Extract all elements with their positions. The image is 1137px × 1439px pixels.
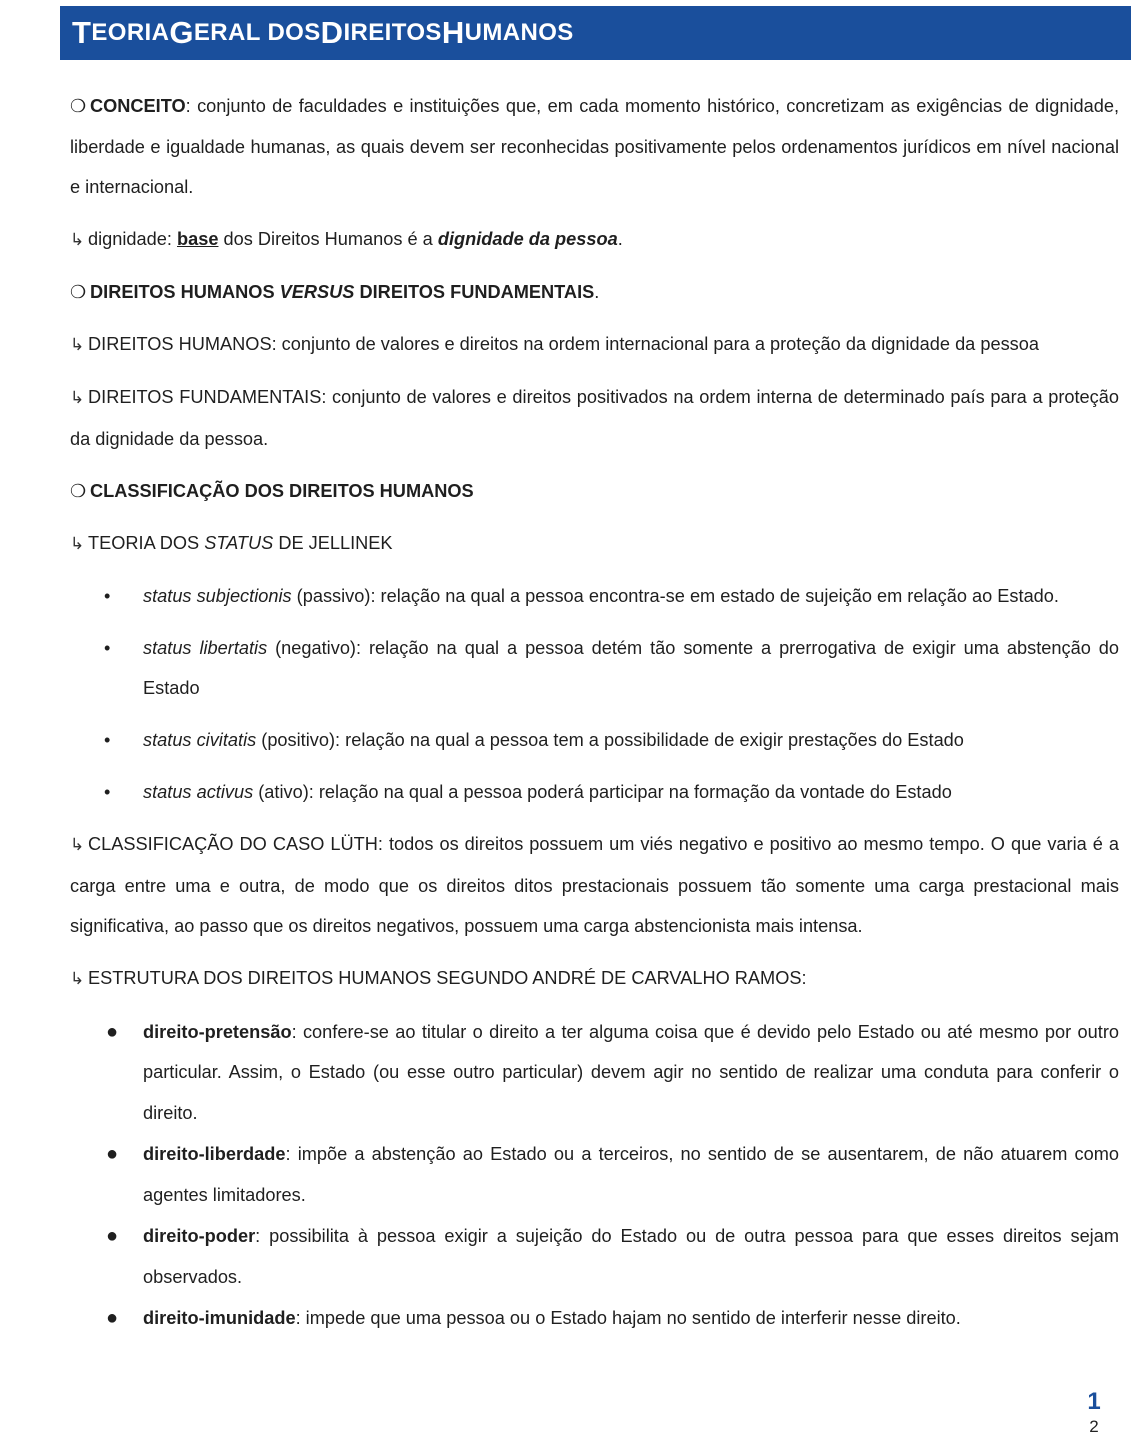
page-number — [1079, 1388, 1109, 1438]
conceito-paragraph: ❍ CONCEITO: conjunto de faculdades e instituições que, em cada momento histórico, concretizam as exigências de dignidade, liberdade e igualdade humanas, as quais devem ser reconhecidas positivamente pelos ordenamentos jurídicos em nível nacional e internacional. — [70, 86, 1119, 208]
classificacao-heading: ❍ CLASSIFICAÇÃO DOS DIREITOS HUMANOS — [70, 471, 1119, 512]
versus-heading: ❍ DIREITOS HUMANOS VERSUS DIREITOS FUNDAMENTAIS. — [70, 272, 1119, 313]
dignidade-paragraph: ↳ dignidade: base dos Direitos Humanos é a dignidade da pessoa. — [70, 219, 1119, 261]
jellinek-list — [70, 576, 1119, 813]
bullet-icon: ● — [106, 1307, 119, 1329]
direitos-humanos-paragraph: ↳ DIREITOS HUMANOS: conjunto de valores e direitos na ordem internacional para a proteção da dignidade da pessoa — [70, 324, 1119, 366]
hand-arrow-icon: ↳ — [70, 533, 85, 553]
bullet-icon: • — [104, 730, 111, 750]
estrutura-heading: ↳ ESTRUTURA DOS DIREITOS HUMANOS SEGUNDO ANDRÉ DE CARVALHO RAMOS: — [70, 958, 1119, 1000]
bullet-icon: ● — [106, 1225, 119, 1247]
total-pages: 2 — [1089, 1417, 1099, 1436]
list-item: • status activus (ativo): relação na qual a pessoa poderá participar na formação da vontade do Estado — [70, 772, 1119, 813]
list-item: ● direito-imunidade: impede que uma pessoa ou o Estado hajam no sentido de interferir nesse direito. — [70, 1298, 1119, 1339]
current-page: 1 — [1087, 1388, 1101, 1415]
bullet-icon: ● — [106, 1143, 119, 1165]
luth-paragraph: ↳ CLASSIFICAÇÃO DO CASO LÜTH: todos os direitos possuem um viés negativo e positivo ao mesmo tempo. O que varia é a carga entre uma e outra, de modo que os direitos ditos prestacionais possuem tão somente uma carga prestacional mais significativa, ao passo que os direitos negativos, possuem uma carga abstencionista mais intensa. — [70, 824, 1119, 947]
circle-bullet-icon: ❍ — [70, 96, 87, 116]
circle-bullet-icon: ❍ — [70, 480, 87, 501]
list-item: • status libertatis (negativo): relação na qual a pessoa detém tão somente a prerrogativa de exigir uma abstenção do Estado — [70, 628, 1119, 709]
bullet-icon: • — [104, 585, 111, 606]
jellinek-heading: ↳ TEORIA DOS STATUS DE JELLINEK — [70, 523, 1119, 565]
direitos-fundamentais-paragraph: ↳ DIREITOS FUNDAMENTAIS: conjunto de valores e direitos positivados na ordem interna de determinado país para a proteção da dignidade da pessoa. — [70, 377, 1119, 459]
list-item: ● direito-liberdade: impõe a abstenção ao Estado ou a terceiros, no sentido de se ausentarem, de não atuarem como agentes limitadores. — [70, 1134, 1119, 1215]
page-title: T EORIA G ERAL DOS D IREITOS H UMANOS — [60, 6, 1131, 60]
hand-arrow-icon: ↳ — [70, 835, 85, 854]
hand-arrow-icon: ↳ — [70, 388, 85, 407]
list-item: ● direito-pretensão: confere-se ao titular o direito a ter alguma coisa que é devido pelo Estado ou até mesmo por outro particular. Assim, o Estado (ou esse outro particular) devem agir no sentido de realizar uma conduta para conferir o direito. — [70, 1012, 1119, 1134]
estrutura-list — [70, 1012, 1119, 1339]
document-body — [70, 86, 1119, 1340]
bullet-icon: • — [104, 782, 111, 802]
bullet-icon: • — [104, 637, 111, 658]
list-item: ● direito-poder: possibilita à pessoa exigir a sujeição do Estado ou de outra pessoa para que esses direitos sejam observados. — [70, 1216, 1119, 1297]
hand-arrow-icon: ↳ — [70, 335, 85, 354]
circle-bullet-icon: ❍ — [70, 282, 87, 302]
bullet-icon: ● — [106, 1020, 119, 1043]
list-item: • status civitatis (positivo): relação na qual a pessoa tem a possibilidade de exigir prestações do Estado — [70, 720, 1119, 761]
hand-arrow-icon: ↳ — [70, 230, 85, 249]
list-item: • status subjectionis (passivo): relação na qual a pessoa encontra-se em estado de sujeição em relação ao Estado. — [70, 576, 1119, 617]
hand-arrow-icon: ↳ — [70, 969, 85, 988]
